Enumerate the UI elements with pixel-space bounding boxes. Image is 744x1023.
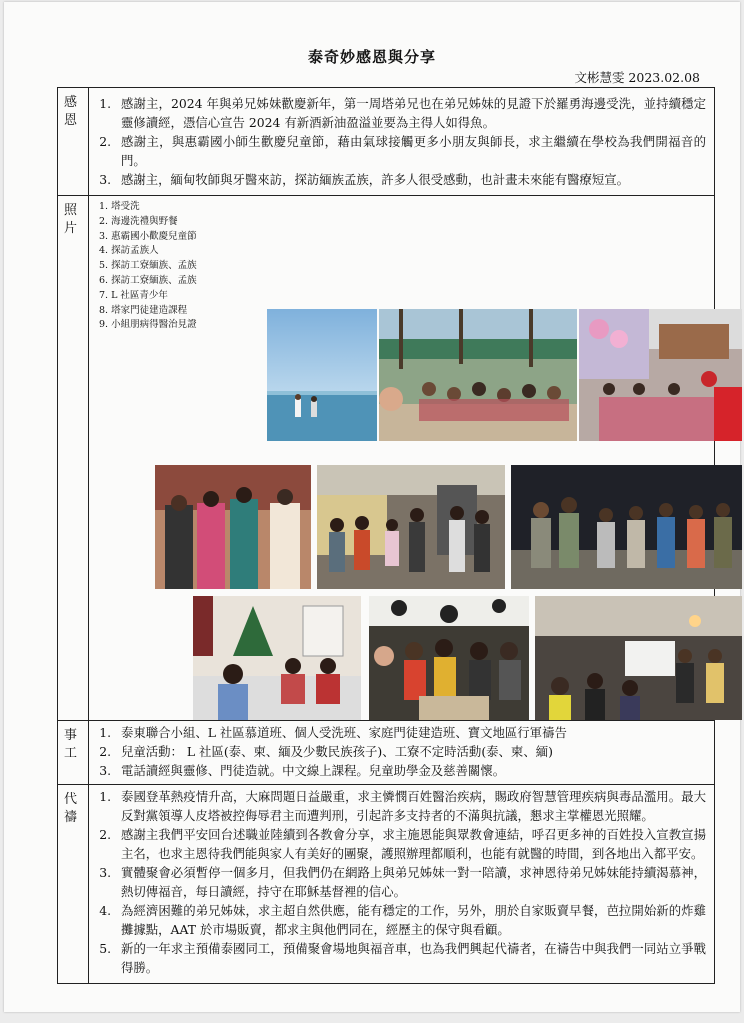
thanks-row (58, 88, 715, 196)
photo-baptism (267, 309, 377, 441)
work-row (58, 721, 715, 785)
prayer-row (58, 785, 715, 984)
photo-caption: 8. 塔家門徒建造課程 (99, 304, 188, 316)
document-page (4, 2, 740, 1012)
photos-row (58, 196, 715, 721)
work-item: 3. 電話讀經與靈修、門徒造就。中文線上課程。兒童助學金及慈善關懷。 (115, 761, 706, 780)
photo-caption: 2. 海邊洗禮與野餐 (99, 215, 178, 227)
prayer-content (89, 785, 715, 984)
photo-caption: 9. 小組朋病得醫治見證 (99, 319, 197, 331)
author-date: 文彬慧雯 2023.02.08 (574, 70, 700, 85)
photo-visit-mon (155, 465, 311, 589)
photo-worker-camp-2 (511, 465, 742, 589)
thanks-item: 1. 感謝主，2024 年與弟兄姊妹歡慶新年，第一周塔弟兄也在弟兄姊妹的見證下於羅勇海邊受洗，並持續穩定靈修讀經，憑信心宣告 2024 有新酒新油盈溢並要為主得人如得魚。 (115, 94, 706, 132)
photos-label: 照 片 (58, 196, 89, 721)
photo-caption: 3. 惠霸國小歡慶兒童節 (99, 230, 197, 242)
photo-caption-list (99, 200, 269, 333)
document-title: 泰奇妙感恩與分享 (307, 48, 436, 66)
work-content (89, 721, 715, 785)
photo-caption: 1. 塔受洗 (99, 201, 140, 212)
photos-content (89, 196, 715, 721)
photo-caption: 6. 探訪工寮緬族、孟族 (99, 274, 197, 286)
thanks-content (89, 88, 715, 196)
photo-school-childrens-day (579, 309, 742, 441)
photo-discipleship-class (369, 596, 529, 720)
thanks-label: 感 恩 (58, 88, 89, 196)
prayer-item: 2. 感謝主我們平安回台述職並陸續到各教會分享，求主施恩能與眾教會連結，呼召更多神的百姓投入宣教宣揚主名，也求主恩待我們能與家人有美好的團聚，護照辦理都順利，也能有就醫的時間，到各地出入都平安。 (115, 825, 706, 863)
photo-youth-community (193, 596, 361, 720)
prayer-item: 4. 為經濟困難的弟兄姊妹，求主超自然供應，能有穩定的工作，另外，朋於自家販賣早餐，芭拉開始新的炸雞攤據點，AAT 於市場販賣，都求主與他們同在，經歷主的保守與看顧。 (115, 901, 706, 939)
prayer-item: 5. 新的一年求主預備泰國同工，預備聚會場地與福音車，也為我們興起代禱者，在禱告中與我們一同站立爭戰得勝。 (115, 939, 706, 977)
photo-caption: 7. L 社區青少年 (99, 289, 168, 301)
photo-beach-picnic (379, 309, 577, 441)
thanks-item: 2. 感謝主，與惠霸國小師生歡慶兒童節，藉由氣球接觸更多小朋友與師長，求主繼續在學校為我們開福音的門。 (115, 132, 706, 170)
work-item: 2. 兒童活動： L 社區(泰、柬、緬及少數民族孩子)、工寮不定時活動(泰、柬、緬) (115, 742, 706, 761)
photo-worker-camp-1 (317, 465, 505, 589)
work-label: 事 工 (58, 721, 89, 785)
photo-caption: 4. 探訪孟族人 (99, 245, 159, 257)
prayer-label: 代 禱 (58, 785, 89, 984)
report-table (57, 87, 715, 984)
photo-healing-testimony (535, 596, 742, 720)
prayer-item: 1. 泰國登革熱疫情升高，大麻問題日益嚴重，求主憐憫百姓醫治疾病，賜政府智慧管理疾病與毒品濫用。最大反對黨領導人皮塔被控侮辱君主而遭判刑，引起許多支持者的不滿與抗議，懇求主掌權恩光照耀。 (115, 787, 706, 825)
work-item: 1. 泰東聯合小組、L 社區慕道班、個人受洗班、家庭門徒建造班、寶文地區行軍禱告 (115, 723, 706, 742)
prayer-item: 3. 實體聚會必須暫停一個多月，但我們仍在網路上與弟兄姊妹一對一陪讀，求神恩待弟兄姊妹能持續渴慕神，熱切傳福音，每日讀經，持守在耶穌基督裡的信心。 (115, 863, 706, 901)
photo-caption: 5. 探訪工寮緬族、孟族 (99, 260, 197, 272)
thanks-item: 3. 感謝主，緬甸牧師與牙醫來訪，探訪緬族孟族，許多人很受感動，也計畫未來能有醫療短宣。 (115, 170, 706, 189)
